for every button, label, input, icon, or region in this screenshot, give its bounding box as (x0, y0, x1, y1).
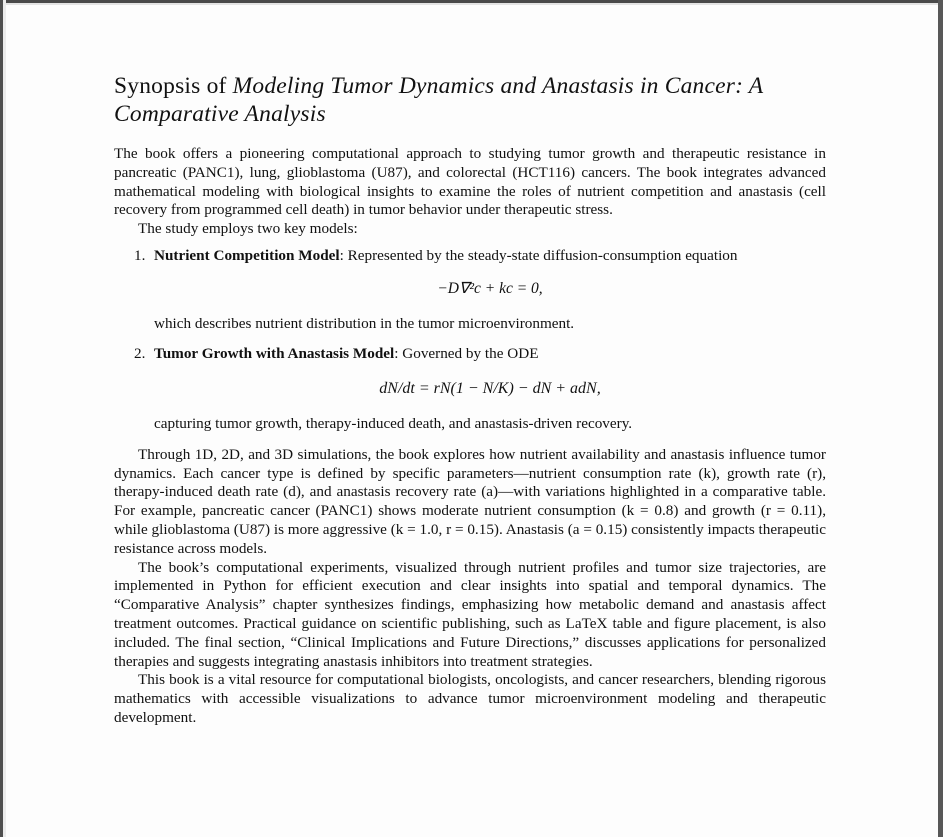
body-paragraph-resource: This book is a vital resource for computational biologists, oncologists, and cancer researchers, blending rigorous mathematics with accessible visualizations to advance tumor microenvironment modeling and therapeutic development. (114, 671, 826, 726)
equation-ode: dN/dt = rN(1 − N/K) − dN + adN, (379, 380, 601, 398)
intro-paragraph: The book offers a pioneering computational approach to studying tumor growth and therapeutic resistance in pancreatic (PANC1), lung, glioblastoma (U87), and colorectal (HCT116) cancers. The book integrates advanced mathematical modeling with biological insights to examine the roles of nutrient competition and anastasis (cell recovery from programmed cell death) in tumor behavior under therapeutic stress. (114, 145, 826, 219)
equation-diffusion: −D∇²c + kc = 0, (437, 279, 543, 297)
model-name: Tumor Growth with Anastasis Model (154, 345, 395, 363)
model-name: Nutrient Competition Model (154, 246, 340, 264)
body-paragraph-experiments: The book’s computational experiments, visualized through nutrient profiles and tumor size trajectories, are implemented in Python for efficient execution and clear insights into spatial and temporal dynamics. The “Comparative Analysis” chapter synthesizes findings, emphasizing how metabolic demand and anastasis affect treatment outcomes. Practical guidance on scientific publishing, such as LaTeX table and figure placement, is also included. The final section, “Clinical Implications and Future Directions,” discusses applications for personalized therapies and suggests integrating anastasis inhibitors into treatment strategies. (114, 558, 826, 670)
list-number: 1. (134, 246, 146, 264)
document-title (114, 72, 826, 128)
model-item-nutrient (114, 247, 826, 333)
models-intro: The study employs two key models: (138, 220, 358, 238)
models-list (114, 247, 826, 434)
model-after-text: capturing tumor growth, therapy-induced death, and anastasis-driven recovery. (154, 414, 633, 432)
model-after-text: which describes nutrient distribution in the tumor microenvironment. (154, 314, 575, 332)
model-description: : Governed by the ODE (394, 345, 539, 363)
viewer-scrollbar[interactable] (938, 0, 943, 837)
viewer-top-shadow (0, 3, 943, 5)
model-item-anastasis (114, 345, 826, 433)
title-prefix: Synopsis of (114, 73, 227, 99)
viewer-left-shadow (3, 0, 6, 837)
model-description: : Represented by the steady-state diffusion-consumption equation (339, 246, 738, 264)
title-book-name: Modeling Tumor Dynamics and Anastasis in Cancer: A Comparative Analysis (114, 73, 763, 127)
document-page (114, 72, 826, 728)
body-paragraph-simulations: Through 1D, 2D, and 3D simulations, the book explores how nutrient availability and anastasis influence tumor dynamics. Each cancer type is defined by specific parameters—nutrient consumption rate (k), growth rate (r), therapy-induced death rate (d), and anastasis recovery rate (a)—with variations highlighted in a comparative table. For example, pancreatic cancer (PANC1) shows moderate nutrient consumption (k = 0.8) and growth (r = 0.11), while glioblastoma (U87) is more aggressive (k = 1.0, r = 0.15). Anastasis (a = 0.15) consistently impacts therapeutic resistance across models. (114, 445, 826, 557)
list-number: 2. (134, 345, 146, 363)
